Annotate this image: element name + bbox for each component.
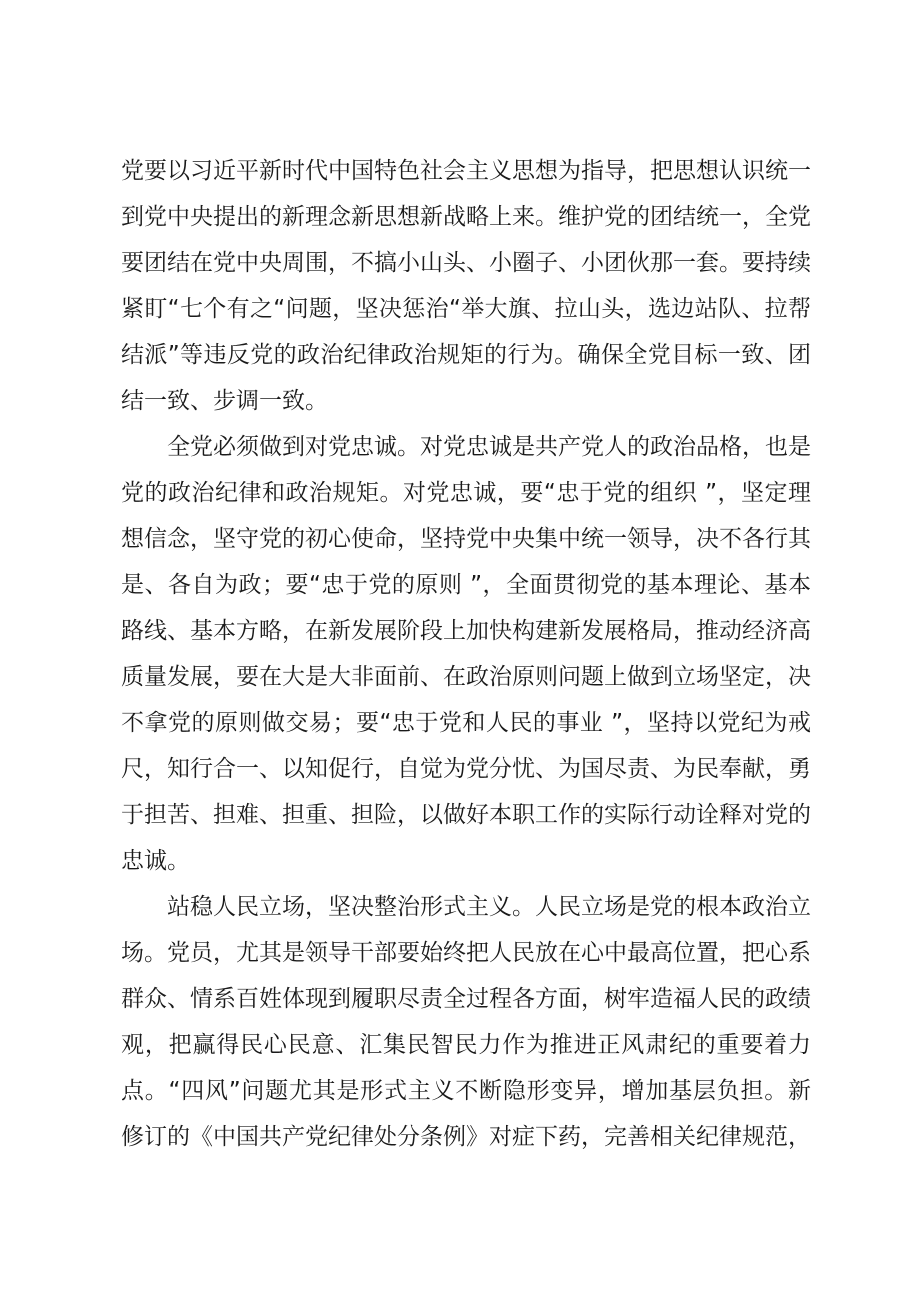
document-body — [121, 148, 811, 1160]
paragraph-continued: 党要以习近平新时代中国特色社会主义思想为指导，把思想认识统一到党中央提出的新理念新思想新战略上来。维护党的团结统一，全党要团结在党中央周围，不搞小山头、小圈子、小团伙那一套。要持续紧盯“七个有之“问题，坚决惩治“举大旗、拉山头，选边站队、拉帮结派”等违反党的政治纪律政治规矩的行为。确保全党目标一致、团结一致、步调一致。 — [121, 158, 811, 414]
paragraph-people-stance: 站稳人民立场，坚决整治形式主义。人民立场是党的根本政治立场。党员，尤其是领导干部要始终把人民放在心中最高位置，把心系群众、情系百姓体现到履职尽责全过程各方面，树牢造福人民的政绩观，把赢得民心民意、汇集民智民力作为推进正风肃纪的重要着力点。“四风”问题尤其是形式主义不断隐形变异，增加基层负担。新修订的《中国共产党纪律处分条例》对症下药，完善相关纪律规范， — [121, 894, 811, 1150]
paragraph-loyalty: 全党必须做到对党忠诚。对党忠诚是共产党人的政治品格，也是党的政治纪律和政治规矩。对党忠诚，要“忠于党的组织 ”，坚定理想信念，坚守党的初心使命，坚持党中央集中统一领导，决不各行其是、各自为政；要“忠于党的原则 ”，全面贯彻党的基本理论、基本路线、基本方略，在新发展阶段上加快构建新发展格局，推动经济高质量发展，要在大是大非面前、在政治原则问题上做到立场坚定，决不拿党的原则做交易；要“忠于党和人民的事业 ”，坚持以党纪为戒尺，知行合一、以知促行，自觉为党分忧、为国尽责、为民奉献，勇于担苦、担难、担重、担险，以做好本职工作的实际行动诠释对党的忠诚。 — [121, 434, 811, 874]
